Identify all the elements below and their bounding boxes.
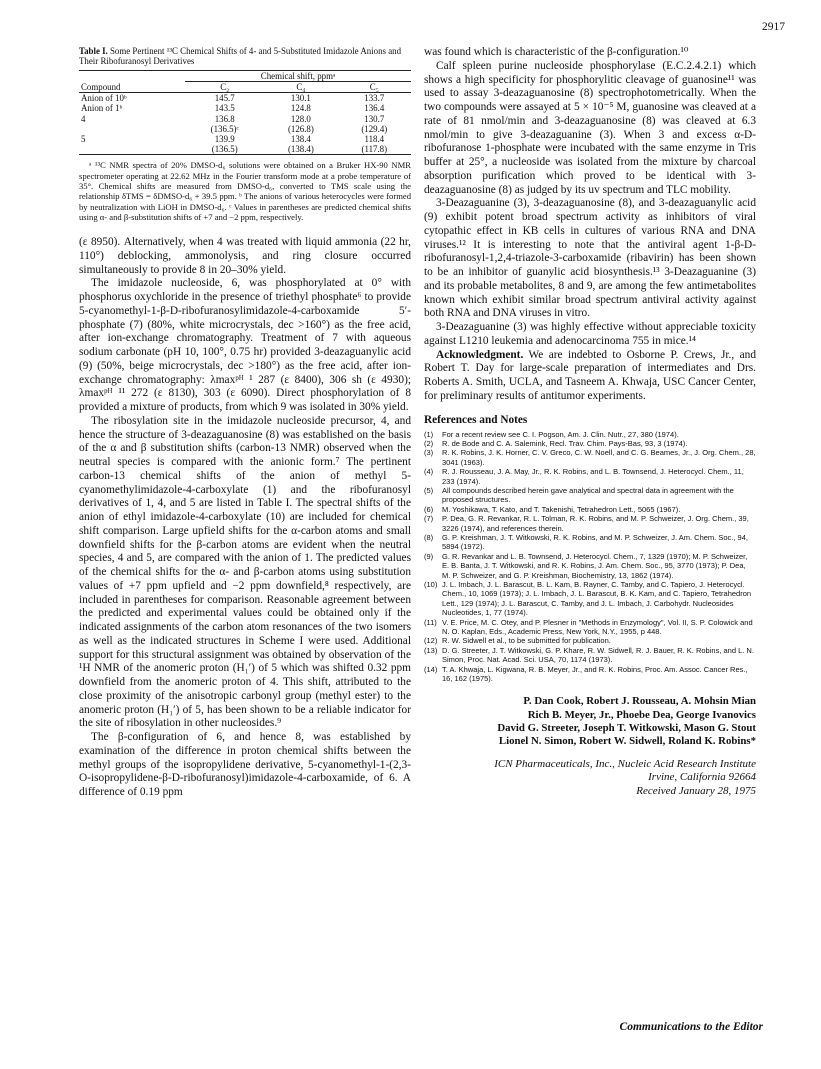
table-row [79,114,411,124]
table-cell: (136.5) [185,144,264,155]
table-row [79,103,411,113]
reference-item: (3) R. K. Robins, J. K. Horner, C. V. Greco, C. W. Noell, and C. G. Beames, Jr., J. Org. Chem., 28, 3041 (1963). [424,448,756,467]
table-col-header: C₄ [264,82,337,93]
table-cell: 124.8 [290,103,311,114]
table-cell: 130.1 [290,93,311,104]
paragraph: (ε 8950). Alternatively, when 4 was treated with liquid ammonia (22 hr, 110°) deblocking, ammonolysis, and ring closure occurred simultaneously to provide 8 in 20–30% yield. [79,236,411,276]
reference-item: (10) J. L. Imbach, J. L. Barascut, B. L. Kam, B. Rayner, C. Tamby, and C. Tapiero, J. Heterocycl. Chem., 10, 1069 (1973); J. L. Imbach, J. L. Barascut, B. K. Kam, and C. Tapiero, Tetrahedron Lett., 129 (1974); J. L. Barascut, C. Tamby, and J. L. Imbach, J. Carbohydr. Nucleosides Nucleotides, 1, 77 (1974). [424,580,752,618]
reference-item: (14) T. A. Khwaja, L. Kigwana, R. B. Meyer, Jr., and R. K. Robins, Proc. Am. Assoc. Cancer Res., 16, 162 (1975). [424,664,748,684]
chemical-shift-table [79,70,411,156]
paragraph: Calf spleen purine nucleoside phosphorylase (E.C.2.4.2.1) which shows a high specificity for phosphorylitic cleavage of guanosine¹¹ was used to assay 3-deazaguanosine (8) spectrophotometrically. When the two compounds were assayed at 5 × 10⁻⁵ M, guanosine was cleaved at a rate of 81 nmol/min and 3-deazaguanosine (8) was cleaved at 6.3 nmol/min to give 3-deazaguanine (3). When 3 and excess α-D-ribofuranose 1-phosphate were incubated with the same enzyme in Tris buffer at 25°, a nucleoside was isolated from the mixture by charcoal absorption purification which proved to be identical with 3-deazaguanosine (8) as judged by its uv spectrum and TLC mobility. [424,59,756,196]
paragraph: 3-Deazaguanine (3) was highly effective without appreciable toxicity against L1210 leukemia and adenocarcinoma 755 in mice.¹⁴ [424,321,756,347]
paragraph: 3-Deazaguanine (3), 3-deazaguanosine (8), and 3-deazaguanylic acid (9) exhibit potent broad spectrum activity as inhibitors of viral cytopathic effect in KB cells in cultures of various RNA and DNA viruses.¹² It is interesting to note that the antiviral agent 1-β-D-ribofuranosyl-1,2,4-triazole-3-carboxamide (ribavirin) has been shown to be an inhibitor of guanylic acid biosynthesis.¹³ 3-Deazaguanine (3) and its probable metabolites, 8 and 9, are among the few antimetabolites known which exhibit similar broad spectrum antiviral activity against both RNA and DNA viruses in vitro. [424,197,756,320]
table-row [79,124,411,134]
table-row [79,134,411,144]
affiliation [424,758,756,798]
table-col-header: Compound [79,82,185,93]
table-footnotes [79,160,411,222]
table-col-header: C₂ [185,82,264,93]
reference-item: (9) G. R. Revankar and L. B. Townsend, J. Heterocycl. Chem., 7, 1329 (1970); M. P. Schweizer, E. B. Banta, J. T. Witkowski, and R. K. Robins, J. Am. Chem. Soc., 95, 3770 (1973); P. Dea, M. P. Schweizer, and G. P. Kreishman, Biochemistry, 13, 1862 (1974). [424,551,748,580]
left-column [79,46,411,800]
acknowledgment-label: Acknowledgment. [436,348,524,361]
right-column [424,46,756,798]
table-cell: 136.8 [214,113,235,124]
table-cell: 145.7 [214,93,235,104]
affiliation-line: Irvine, California 92664 [648,771,756,784]
author-line: Rich B. Meyer, Jr., Phoebe Dea, George Ivanovics [527,708,756,721]
reference-item: (5) All compounds described herein gave analytical and spectral data in agreement with the proposed structures. [424,485,734,505]
table-cell: 139.9 [214,134,235,145]
reference-item: (8) G. P. Kreishman, J. T. Witkowski, R. K. Robins, and M. P. Schweizer, J. Am. Chem. Soc., 94, 5894 (1972). [424,532,748,552]
table-cell: 118.4 [364,134,385,145]
table-cell: (138.4) [264,144,337,155]
table-footnote: ᵃ ¹³C NMR spectra of 20% DMSO-d₆ solutions were obtained on a Bruker HX-90 NMR spectrometer operating at 22.62 MHz in the Fourier transform mode at a probe temperature of 35°. Chemical shifts are measured from DMSO-d₆, converted to TMS scale using the relationship δTMS = δDMSO-d₆ + 39.5 ppm. ᵇ The anions of various heterocycles were formed by neutralization with LiOH in DMSO-d₆. ᶜ Values in parentheses are predicted chemical shifts using α- and β-substitution shifts of +7 and −2 ppm, respectively. [79,160,411,222]
section-footer-label: Communications to the Editor [619,1021,763,1033]
table-cell: 133.7 [364,93,385,104]
right-body-text [424,46,756,404]
table-cell: (126.8) [287,123,314,134]
table-cell: 5 [81,134,86,145]
reference-item: (13) D. G. Streeter, J. T. Witkowski, G. P. Khare, R. W. Sidwell, R. J. Bauer, R. K. Robins, and L. N. Simon, Proc. Nat. Acad. Sci. USA, 70, 1174 (1973). [424,645,754,665]
table-caption-text: Some Pertinent ¹³C Chemical Shifts of 4- and 5-Substituted Imidazole Anions and Their Ribofuranosyl Derivatives [79,46,402,67]
author-line: P. Dan Cook, Robert J. Rousseau, A. Mohsin Mian [523,695,756,708]
author-list [424,695,756,748]
acknowledgment-text: We are indebted to Osborne P. Crews, Jr., and Robert T. Day for large-scale preparation of intermediates and Drs. Roberts A. Smith, UCLA, and Tasneem A. Khwaja, USC Cancer Center, for preliminary results of antitumor experiments. [424,348,756,402]
table-caption [79,46,411,67]
table-cell: 136.4 [364,103,385,114]
acknowledgment [424,349,756,404]
reference-item: (7) P. Dea, G. R. Revankar, R. L. Tolman, R. K. Robins, and M. P. Schweizer, J. Org. Chem., 39, 3226 (1974), and references therein. [424,514,749,533]
left-body-text [79,236,411,800]
reference-item: (1) For a recent review see C. I. Pogson, Am. J. Clin. Nutr., 27, 380 (1974). [424,429,679,439]
table-row [79,93,411,104]
paragraph: The imidazole nucleoside, 6, was phosphorylated at 0° with phosphorus oxychloride in the presence of triethyl phosphate⁶ to provide 5-cyanomethyl-1-β-D-ribofuranosylimidazole-4-carboxamide 5′-phosphate (7) (80%, white microcrystals, dec >160°) as the free acid, after ion-exchange chromatography. Treatment of 7 with aqueous sodium carbonate (pH 10, 100°, 0.75 hr) provided 3-deazaguanylic acid (9) (50%, beige microcrystals, dec >180°) as the free acid, after ion-exchange chromatography: λmaxᵖᴴ ¹ 287 (ε 8400), 306 sh (ε 4930); λmaxᵖᴴ ¹¹ 272 (ε 8130), 303 (ε 6090). Direct phosphorylation of 8 provided a mixture of products, from which 9 was isolated in 30% yield. [79,277,411,414]
table-row [79,144,411,155]
reference-item: (12) R. W. Sidwell et al., to be submitted for publication. [424,636,611,646]
table-cell: (129.4) [361,123,388,134]
reference-item: (4) R. J. Rousseau, J. A. May, Jr., R. K. Robins, and L. B. Townsend, J. Heterocycl. Chem., 11, 233 (1974). [424,467,744,486]
table-cell: (117.8) [338,144,411,155]
table-cell: (136.5)ᶜ [210,123,239,134]
table-cell [79,144,185,155]
reference-item: (11) V. E. Price, M. C. Otey, and P. Plesner in "Methods in Enzymology", Vol. II, S. P. Colowick and N. O. Kaplan, Eds., Academic Press, New York, N.Y., 1955, p 448. [424,617,753,637]
table-caption-label: Table I. [79,46,108,56]
table-cell [79,124,185,134]
received-date: Received January 28, 1975 [636,784,756,797]
table-header-group: Chemical shift, ppmᵃ [185,70,411,81]
author-line: Lionel N. Simon, Robert W. Sidwell, Roland K. Robins* [498,735,756,748]
reference-item: (2) R. de Bode and C. A. Salemink, Recl. Trav. Chim. Pays-Bas, 93, 3 (1974). [424,438,688,448]
paragraph: The ribosylation site in the imidazole nucleoside precursor, 4, and hence the structure of 3-deazaguanosine (8) was established on the basis of the α and β substitution shifts (carbon-13 NMR) observed when the neutral species is compared with the anionic form.⁷ The pertinent carbon-13 chemical shifts of the anion of methyl 5-cyanomethylimidazole-4-carboxylate (1) and the ribofuranosyl derivatives of 1, 4, and 5 are listed in Table I. The spectral shifts of the anion of ethyl imidazole-4-carboxylate (10) are included for chemical shift comparison. Large upfield shifts for the α-carbon atoms and small downfield shifts for the β-carbon atoms are evident when the neutral species, 4 and 5, are compared with the anion of 1. The predicted values of the chemical shifts for the α- and β-carbon atoms using substitution values of +7 ppm upfield and −2 ppm downfield,⁸ respectively, are included in parentheses for comparison. Reasonable agreement between the predicted and experimental values could be obtained only if the indicated assignments of the carbon atom resonances of the two isomers as well as the indicated structures in Scheme I were used. Additional support for this structural assignment was obtained by observation of the ¹H NMR of the anomeric proton (H₁′) of 5 which was shifted 0.32 ppm downfield from the anomeric proton of 4. This shift, attributed to the close proximity of the anisotropic carbonyl group (methyl ester) to the anomeric proton (H₁′) of 5, has been shown to be a reliable indicator for the site of ribosylation in other nucleosides.⁹ [79,414,411,730]
author-line: David G. Streeter, Joseph T. Witkowski, Mason G. Stout [497,721,756,734]
table-cell: 128.0 [290,113,311,124]
table-col-header: C₅ [338,82,411,93]
paragraph: was found which is characteristic of the β-configuration.¹⁰ [424,46,689,58]
reference-item: (6) M. Yoshikawa, T. Kato, and T. Takenishi, Tetrahedron Lett., 5065 (1967). [424,504,681,514]
table-cell: 4 [81,113,86,124]
table-cell: 143.5 [214,103,235,114]
references-title: References and Notes [424,413,528,426]
references-list [424,430,756,684]
paragraph: The β-configuration of 6, and hence 8, was established by examination of the difference in proton chemical shifts between the methyl groups of the isopropylidene derivative, 5-cyanomethyl-1-(2,3-O-isopropylidene-β-D-ribofuranosyl)imidazole-4-carboxamide, of 6. A difference of 0.19 ppm [79,731,411,799]
table-cell: 138.4 [290,134,311,145]
affiliation-line: ICN Pharmaceuticals, Inc., Nucleic Acid Research Institute [494,758,756,771]
table-cell: Anion of 10ᵇ [81,93,127,104]
table-cell: 130.7 [364,113,385,124]
page-number: 2917 [762,21,785,33]
table-cell: Anion of 1ᵇ [81,103,123,114]
